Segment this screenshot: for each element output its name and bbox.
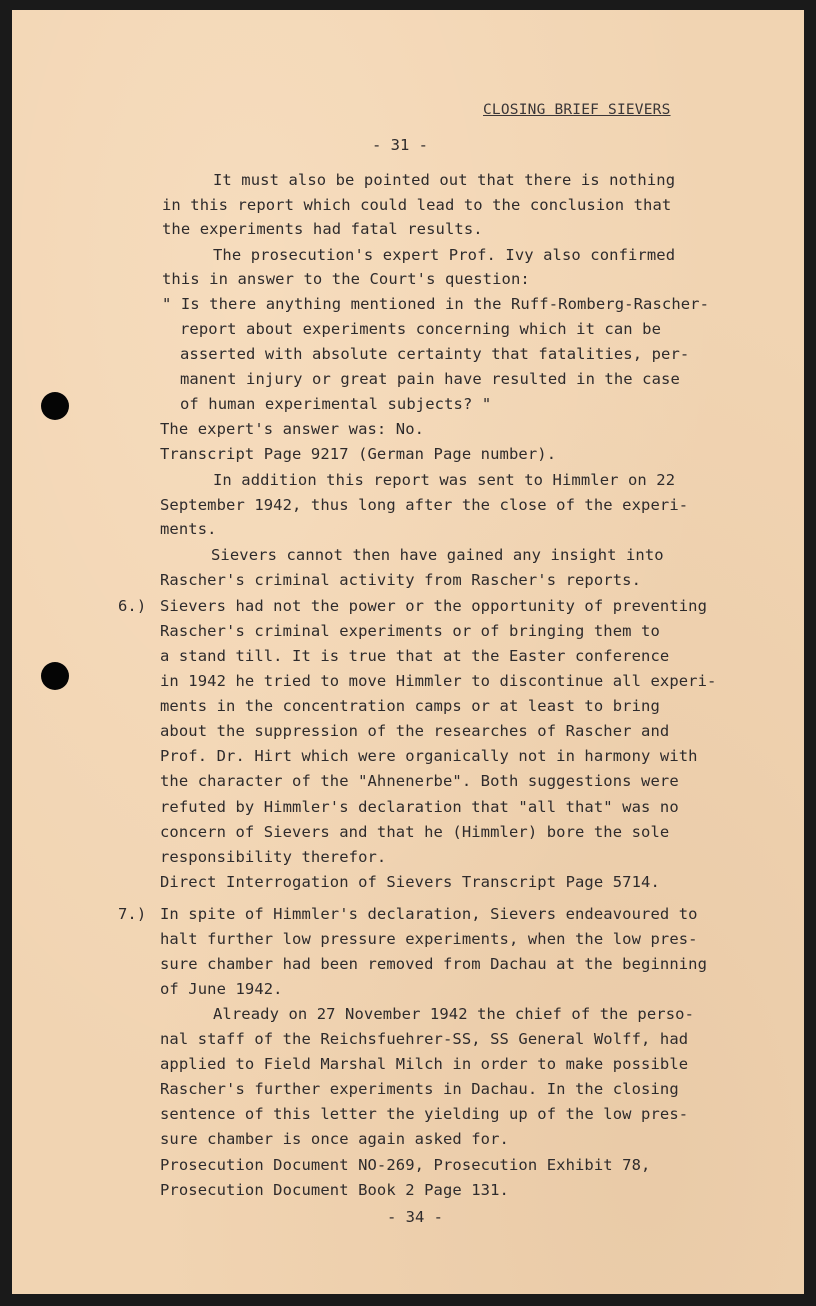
text-line: responsibility therefor.: [160, 848, 387, 866]
text-line: Sievers cannot then have gained any insight into: [211, 546, 664, 564]
text-line: The expert's answer was: No.: [160, 420, 425, 438]
page-number-top: - 31 -: [372, 136, 428, 154]
text-line: sentence of this letter the yielding up of the low pres-: [160, 1105, 689, 1123]
text-line: In spite of Himmler's declaration, Sievers endeavoured to: [160, 905, 698, 923]
page-number-bottom: - 34 -: [387, 1208, 443, 1226]
text-line: In addition this report was sent to Himmler on 22: [213, 471, 676, 489]
text-line: Sievers had not the power or the opportunity of preventing: [160, 597, 708, 615]
text-line: Prof. Dr. Hirt which were organically not in harmony with: [160, 747, 698, 765]
text-line: in 1942 he tried to move Himmler to discontinue all experi-: [160, 672, 717, 690]
item-number: 7.): [118, 905, 147, 923]
text-line: September 1942, thus long after the close of the experi-: [160, 496, 689, 514]
text-line: Rascher's criminal activity from Rascher's reports.: [160, 571, 642, 589]
punch-hole-top: [41, 392, 69, 420]
text-line: concern of Sievers and that he (Himmler) bore the sole: [160, 823, 670, 841]
text-line: Prosecution Document Book 2 Page 131.: [160, 1181, 509, 1199]
text-line: Transcript Page 9217 (German Page number).: [160, 445, 557, 463]
text-line: Prosecution Document NO-269, Prosecution Exhibit 78,: [160, 1156, 651, 1174]
text-line: ments in the concentration camps or at least to bring: [160, 697, 660, 715]
item-number: 6.): [118, 597, 147, 615]
text-line: applied to Field Marshal Milch in order to make possible: [160, 1055, 689, 1073]
text-line: It must also be pointed out that there is nothing: [213, 171, 676, 189]
text-line: " Is there anything mentioned in the Ruff-Romberg-Rascher-: [162, 295, 710, 313]
text-line: halt further low pressure experiments, when the low pres-: [160, 930, 698, 948]
document-header: CLOSING BRIEF SIEVERS: [483, 102, 671, 118]
text-line: of June 1942.: [160, 980, 283, 998]
text-line: the character of the "Ahnenerbe". Both suggestions were: [160, 772, 679, 790]
text-line: The prosecution's expert Prof. Ivy also confirmed: [213, 246, 676, 264]
text-line: a stand till. It is true that at the Easter conference: [160, 647, 670, 665]
text-line: Direct Interrogation of Sievers Transcript Page 5714.: [160, 873, 660, 891]
text-line: asserted with absolute certainty that fatalities, per-: [180, 345, 690, 363]
text-line: Rascher's further experiments in Dachau. In the closing: [160, 1080, 679, 1098]
text-line: report about experiments concerning which it can be: [180, 320, 662, 338]
text-line: Already on 27 November 1942 the chief of the perso-: [213, 1005, 695, 1023]
text-line: in this report which could lead to the conclusion that: [162, 196, 672, 214]
text-line: about the suppression of the researches of Rascher and: [160, 722, 670, 740]
punch-hole-bottom: [41, 662, 69, 690]
text-line: refuted by Himmler's declaration that "all that" was no: [160, 798, 679, 816]
text-line: Rascher's criminal experiments or of bringing them to: [160, 622, 660, 640]
text-line: sure chamber had been removed from Dachau at the beginning: [160, 955, 708, 973]
text-line: the experiments had fatal results.: [162, 220, 483, 238]
text-line: this in answer to the Court's question:: [162, 270, 530, 288]
text-line: sure chamber is once again asked for.: [160, 1130, 509, 1148]
text-line: ments.: [160, 520, 217, 538]
text-line: manent injury or great pain have resulted in the case: [180, 370, 680, 388]
text-line: of human experimental subjects? ": [180, 395, 492, 413]
text-line: nal staff of the Reichsfuehrer-SS, SS General Wolff, had: [160, 1030, 689, 1048]
